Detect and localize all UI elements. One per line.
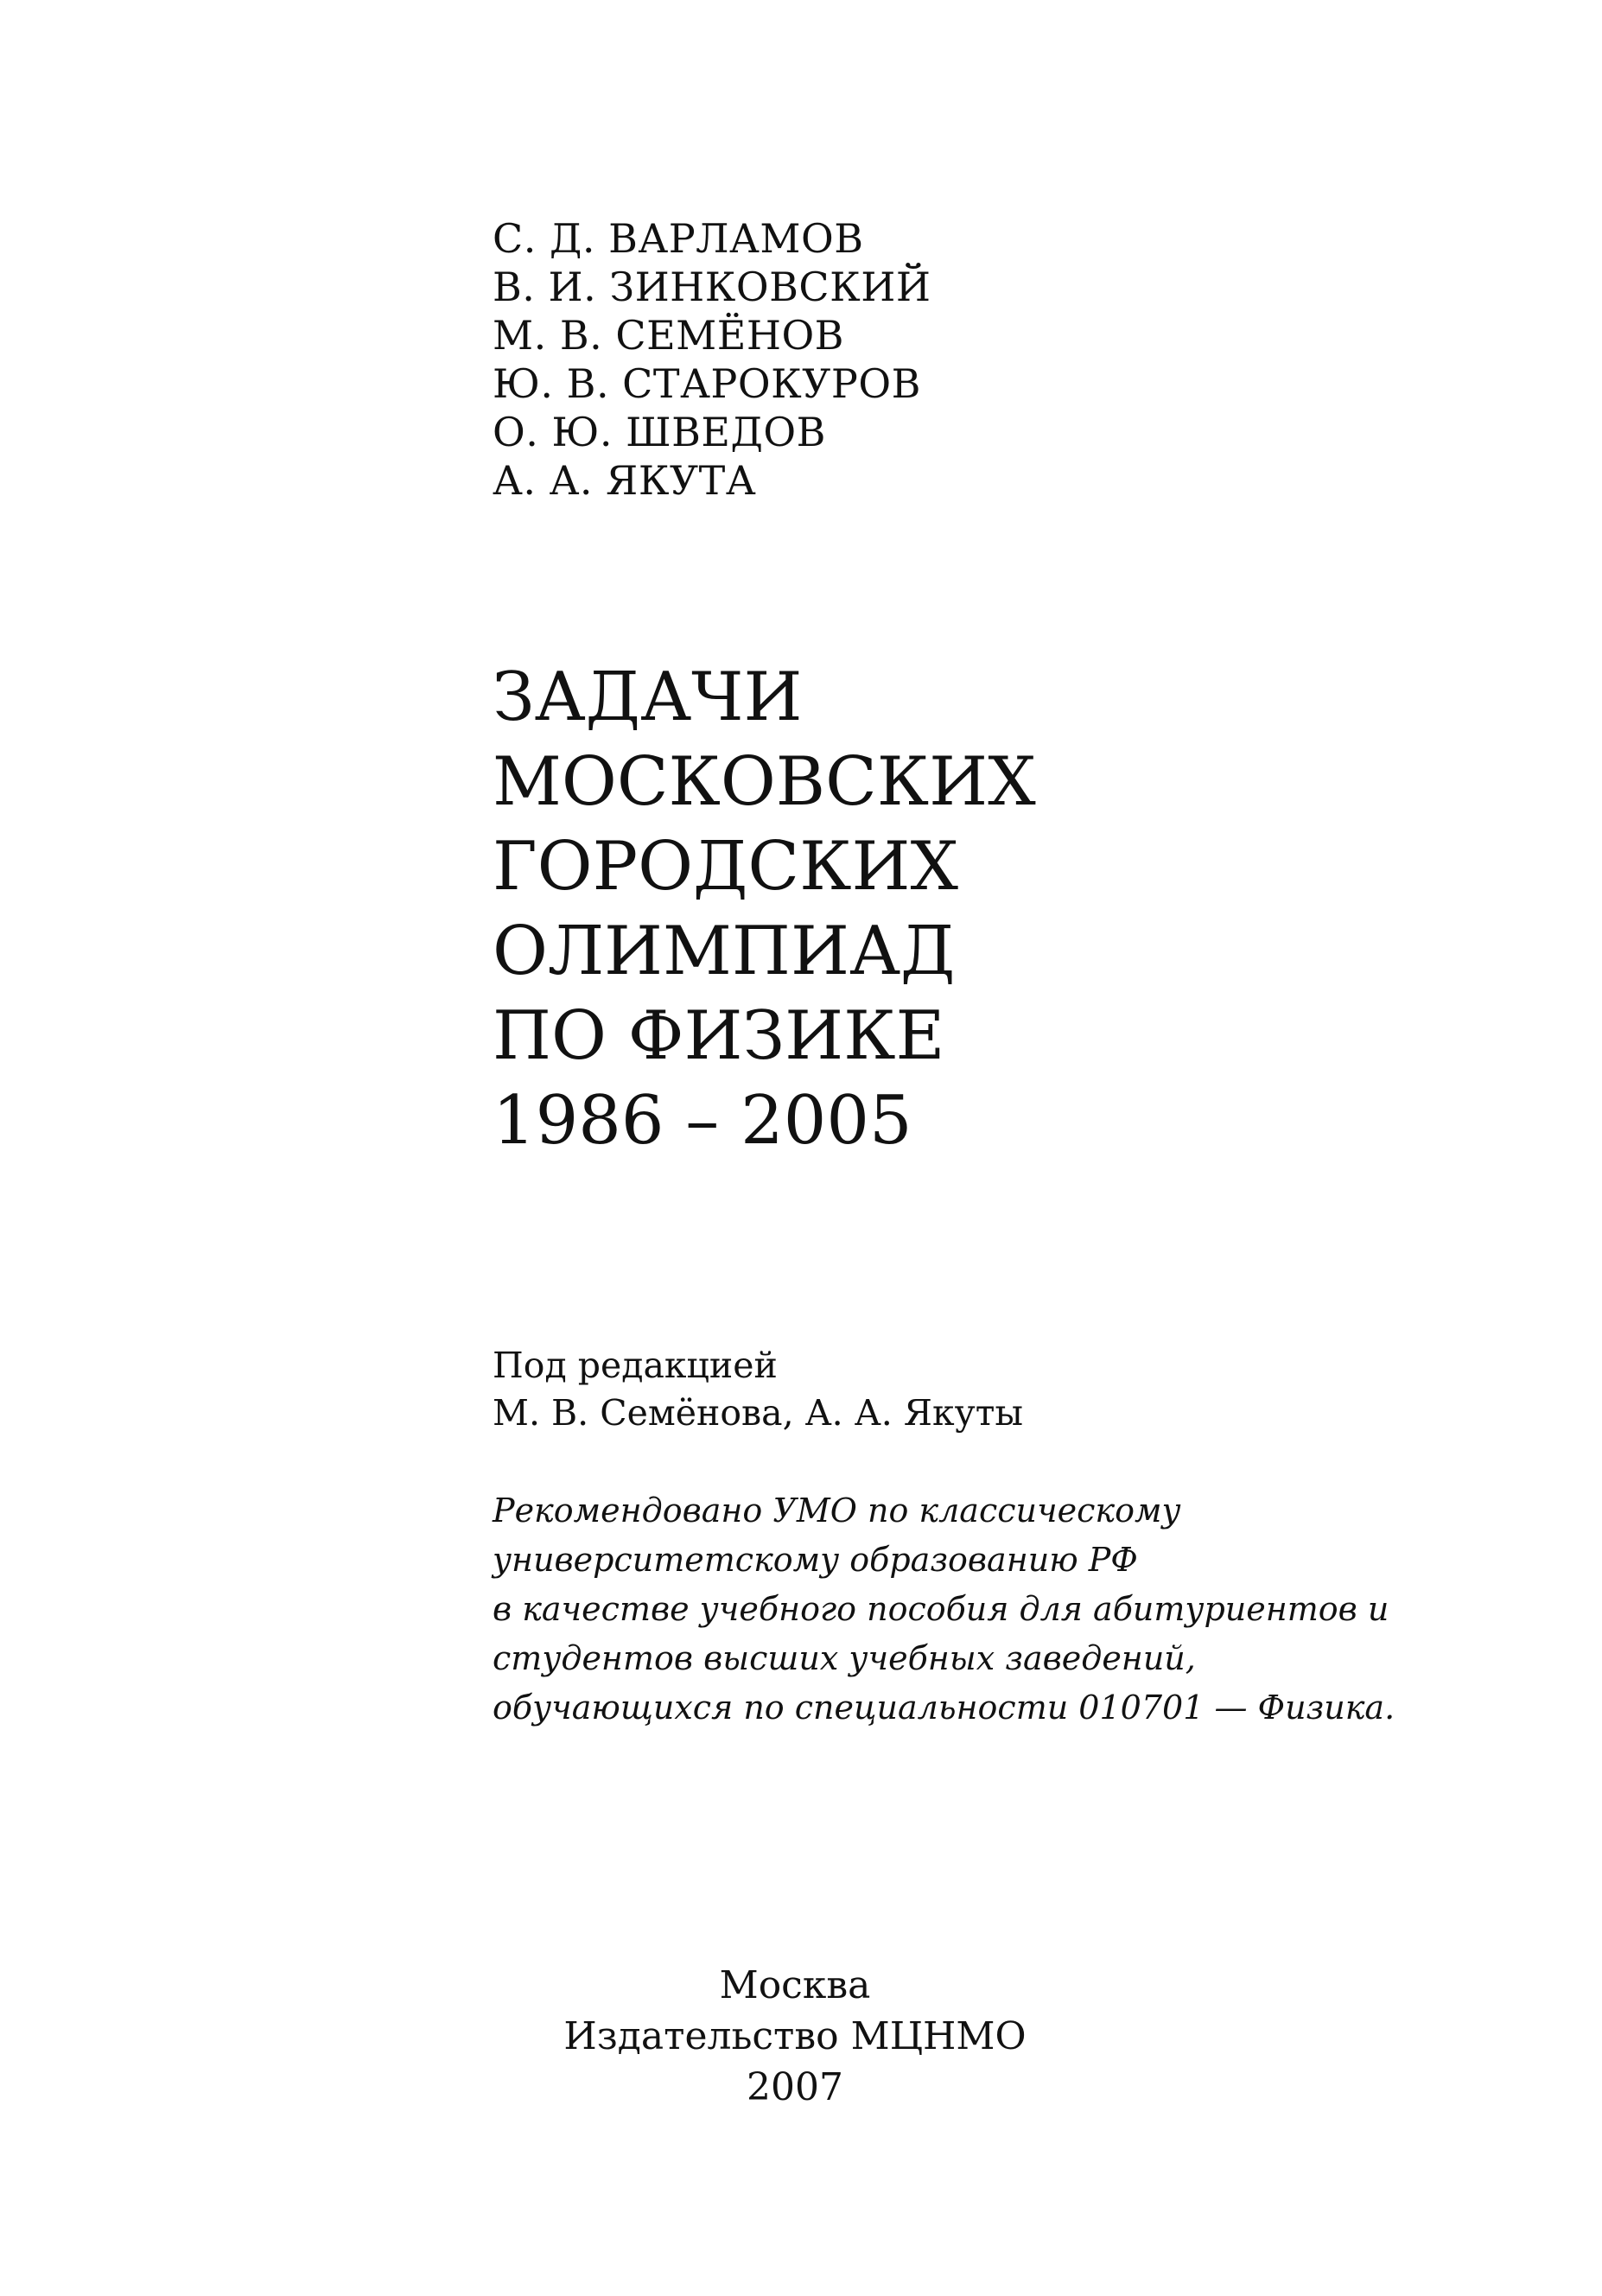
recommendation-line: университетскому образованию РФ xyxy=(493,1541,1138,1579)
editors-names: М. В. Семёнова, А. А. Якуты xyxy=(493,1392,1024,1434)
editors-label: Под редакцией xyxy=(493,1345,778,1386)
title-line: ПО ФИЗИКЕ xyxy=(493,997,945,1075)
recommendation-line: обучающихся по специальности 010701 — Физика. xyxy=(493,1689,1395,1727)
recommendation-note xyxy=(493,1486,1395,1733)
imprint-block xyxy=(493,1960,1097,2113)
recommendation-line: в качестве учебного пособия для абитуриентов и xyxy=(493,1590,1389,1628)
author-name: В. И. ЗИНКОВСКИЙ xyxy=(493,264,931,310)
imprint-publisher: Издательство МЦНМО xyxy=(563,2014,1027,2058)
title-line: МОСКОВСКИХ xyxy=(493,743,1036,821)
imprint-year: 2007 xyxy=(747,2065,843,2109)
title-line: ЗАДАЧИ xyxy=(493,658,803,736)
author-name: О. Ю. ШВЕДОВ xyxy=(493,409,826,455)
author-list xyxy=(493,214,931,505)
author-name: С. Д. ВАРЛАМОВ xyxy=(493,215,864,262)
author-name: А. А. ЯКУТА xyxy=(493,457,757,504)
author-name: Ю. В. СТАРОКУРОВ xyxy=(493,360,921,407)
author-name: М. В. СЕМЁНОВ xyxy=(493,312,844,359)
title-line: ОЛИМПИАД xyxy=(493,913,956,990)
recommendation-line: студентов высших учебных заведений, xyxy=(493,1639,1196,1677)
imprint-city: Москва xyxy=(719,1963,871,2007)
recommendation-line: Рекомендовано УМО по классическому xyxy=(493,1491,1181,1530)
book-title xyxy=(493,655,1036,1163)
title-years: 1986 – 2005 xyxy=(493,1082,912,1160)
title-line: ГОРОДСКИХ xyxy=(493,828,959,906)
editors-block xyxy=(493,1342,1023,1437)
